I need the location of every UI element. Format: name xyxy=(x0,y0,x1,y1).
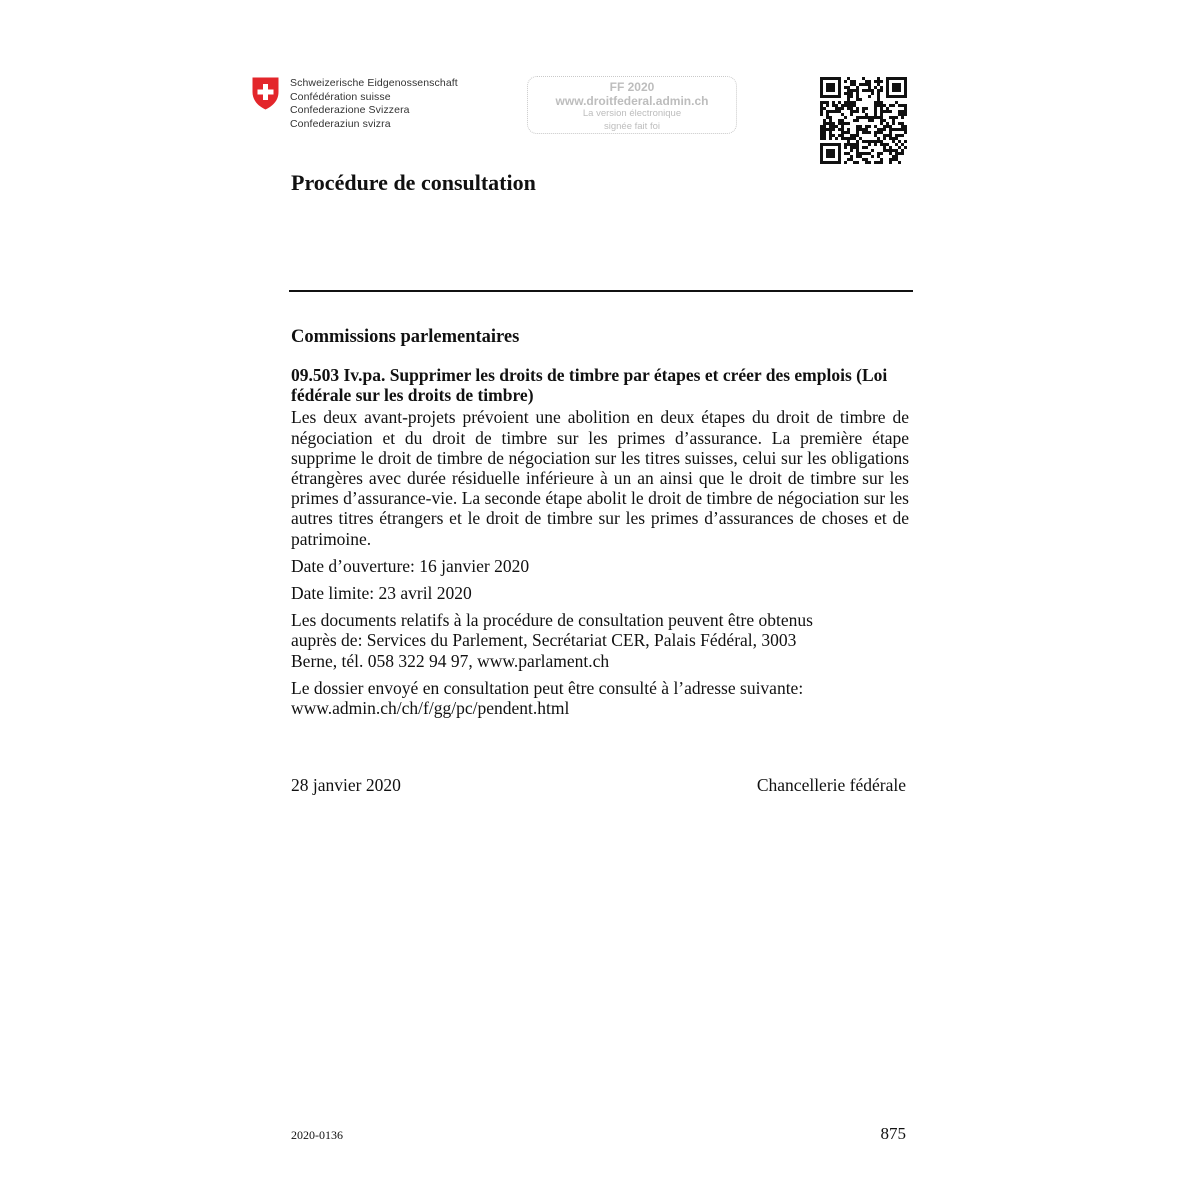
consultation-item xyxy=(291,365,909,725)
page-title: Procédure de consultation xyxy=(291,170,536,195)
stamp-note-line1: La version électronique xyxy=(582,108,682,119)
opening-date: Date d’ouverture: 16 janvier 2020 xyxy=(291,555,530,576)
item-heading: 09.503 Iv.pa. Supprimer les droits de timbre par étapes et créer des emplois (Loi fédérale sur les droits de timbre) xyxy=(291,365,888,406)
stamp-note-line2: signée fait foi xyxy=(604,120,660,132)
signing-organization: Chancellerie fédérale xyxy=(756,775,906,795)
horizontal-divider xyxy=(289,290,913,292)
agency-names xyxy=(290,77,458,131)
swiss-coat-of-arms-icon xyxy=(252,77,279,110)
stamp-website: www.droitfederal.admin.ch xyxy=(555,94,709,108)
page-number: 875 xyxy=(880,1124,906,1143)
item-description: Les deux avant-projets prévoient une abolition en deux étapes du droit de timbre de négociation et du droit de timbre sur les primes d’assurance. La première étape supprime le droit de timbre de négociation sur les titres suisses, celui sur les obligations étrangères avec durée résiduelle inférieure à un an ainsi que le droit de timbre sur les primes d’assurance-vie. La seconde étape abolit le droit de timbre de négociation sur les autres titres étrangers et le droit de timbre sur les primes d’assurances de choses et de patrimoine. xyxy=(291,407,909,549)
dossier-info xyxy=(291,678,909,718)
agency-name-fr: Confédération suisse xyxy=(290,90,391,103)
agency-name-rm: Confederaziun svizra xyxy=(290,117,391,130)
agency-name-it: Confederazione Svizzera xyxy=(290,104,410,117)
dossier-info-text: Le dossier envoyé en consultation peut être consulté à l’adresse suivante: xyxy=(291,677,804,698)
qr-code-icon xyxy=(820,77,907,164)
dossier-url: www.admin.ch/ch/f/gg/pc/pendent.html xyxy=(291,698,570,719)
document-number: 2020-0136 xyxy=(291,1128,343,1142)
stamp-ff-reference: FF 2020 xyxy=(609,80,655,94)
deadline-date: Date limite: 23 avril 2020 xyxy=(291,583,472,604)
electronic-version-stamp xyxy=(527,76,737,134)
section-heading: Commissions parlementaires xyxy=(291,327,520,347)
agency-name-de: Schweizerische Eidgenossenschaft xyxy=(290,77,458,89)
documents-info: Les documents relatifs à la procédure de consultation peuvent être obtenus auprès de: Services du Parlement, Secrétariat CER, Palais Fédéral, 3003 Berne, tél. 058 322 94 97, www.parlament.ch xyxy=(291,610,813,671)
signature-date: 28 janvier 2020 xyxy=(291,775,401,795)
